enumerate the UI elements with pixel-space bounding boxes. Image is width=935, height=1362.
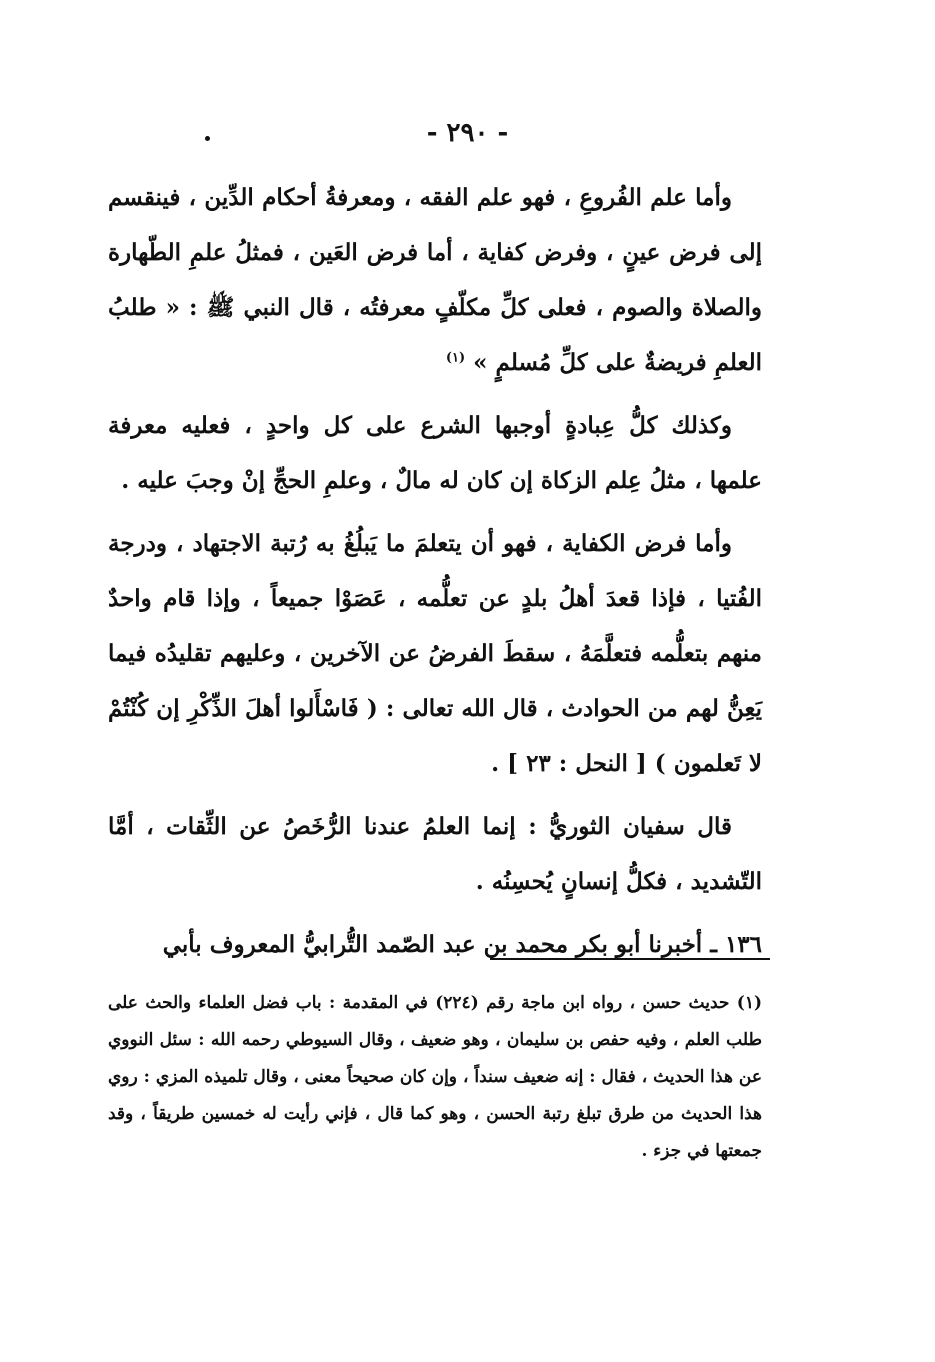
footnote-separator <box>490 958 770 960</box>
paragraph-fiqh <box>108 170 762 390</box>
page-number: - ٢٩٠ - <box>426 118 509 148</box>
paragraph-hadith-136: ١٣٦ ـ أخبرنا أبو بكر محمد بن عبد الصّمد التُّرابيُّ المعروف بأبي <box>162 931 762 958</box>
paragraph-ibada: وكذلك كلُّ عِبادةٍ أوجبها الشرع على كل واحدٍ ، فعليه معرفة علمها ، مثلُ عِلم الزكاة إن كان له مالٌ ، وعلمِ الحجِّ إنْ وجبَ عليه . <box>108 412 762 494</box>
footnote: (١) حديث حسن ، رواه ابن ماجة رقم (٢٢٤) في المقدمة : باب فضل العلماء والحث على طلب العلم ، وفيه حفص بن سليمان ، وهو ضعيف ، وقال السيوطي رحمه الله : سئل النووي عن هذا الحديث ، فقال : إنه ضعيف سنداً ، وإن كان صحيحاً معنى ، وقال تلميذه المزي : روي هذا الحديث من طرق تبلغ رتبة الحسن ، وهو كما قال ، فإني رأيت له خمسين طريقاً ، وقد جمعتها في جزء . <box>108 993 762 1161</box>
paragraph-thawri: قال سفيان الثوريُّ : إنما العلمُ عندنا الرُّخَصُ عن الثِّقات ، أمَّا التّشديد ، فكلُّ إنسانٍ يُحسِنُه . <box>108 813 762 895</box>
ink-dot <box>205 136 210 141</box>
paragraph-fiqh-text: وأما علم الفُروعِ ، فهو علم الفقه ، ومعرفةُ أحكام الدِّين ، فينقسم إلى فرض عينٍ ، وفرض كفاية ، أما فرض العَين ، فمثلُ علمِ الطّهارة والصلاة والصوم ، فعلى كلِّ مكلّفٍ معرفتُه ، قال النبي ﷺ : « طلبُ العلمِ فريضةٌ على كلِّ مُسلمٍ » <box>108 184 762 376</box>
paragraph-kifaya: وأما فرض الكفاية ، فهو أن يتعلمَ ما يَبلُغُ به رُتبة الاجتهاد ، ودرجة الفُتيا ، فإذا قعدَ أهلُ بلدٍ عن تعلُّمه ، عَصَوْا جميعاً ، وإذا قام واحدٌ منهم بتعلُّمه فتعلَّمَهُ ، سقطَ الفرضُ عن الآخرين ، وعليهم تقليدُه فيما يَعِنُّ لهم من الحوادث ، قال الله تعالى : ( فَاسْأَلوا أهلَ الذِّكْرِ إن كُنْتُمْ لا تَعلمون ) [ النحل : ٢٣ ] . <box>108 530 762 777</box>
main-text <box>108 170 762 980</box>
footnote-reference: (١) <box>445 350 466 366</box>
